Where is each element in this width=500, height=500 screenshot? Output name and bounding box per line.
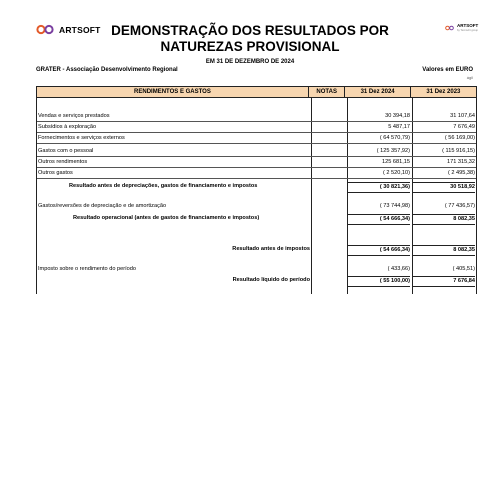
value-2023: ( 2 495,38): [447, 170, 475, 176]
header-2024: 31 Dez 2024: [344, 87, 409, 97]
row-label: Gastos com o pessoal: [38, 148, 94, 154]
table-body: [36, 98, 477, 294]
corner-brand-name: ARTSOFT: [457, 23, 479, 28]
row-label: Resultado operacional (antes de gastos de financiamento e impostos): [73, 215, 260, 221]
value-2024: ( 73 744,98): [379, 203, 410, 209]
report-title: [0, 23, 500, 55]
header-2023: 31 Dez 2023: [410, 87, 476, 97]
brand-name: ARTSOFT: [59, 24, 101, 35]
value-2023: 30 518,92: [412, 182, 475, 193]
table-header: [36, 86, 477, 98]
currency-note: Valores em EURO: [422, 67, 473, 73]
table-row: [37, 147, 476, 157]
report-period: EM 31 DE DEZEMBRO DE 2024: [205, 59, 295, 65]
table-row: [37, 134, 476, 144]
header-notes: NOTAS: [308, 87, 345, 97]
value-2023: 8 082,35: [412, 245, 475, 256]
row-label: Resultado líquido do período: [232, 277, 310, 283]
value-2024: ( 2 520,10): [382, 170, 410, 176]
row-label: Resultado antes de impostos: [232, 246, 310, 252]
row-label: Imposto sobre o rendimento do período: [38, 266, 136, 272]
value-2023: ( 115 916,15): [442, 148, 475, 154]
row-label: Outros gastos: [38, 170, 73, 176]
net-result-row: [37, 276, 476, 285]
table-row: [37, 202, 476, 211]
value-2023: 171 315,32: [447, 159, 475, 165]
unit-note: ágil: [466, 75, 473, 80]
value-2024: 30 394,18: [385, 113, 410, 119]
title-line-1: DEMONSTRAÇÃO DOS RESULTADOS POR: [111, 23, 389, 38]
table-row: [37, 158, 476, 168]
value-2024: ( 30 821,36): [347, 182, 410, 193]
value-2024: ( 64 570,79): [379, 135, 410, 141]
value-2024: ( 54 666,34): [347, 214, 410, 225]
value-2023: 8 082,35: [412, 214, 475, 225]
entity-name: GRATER - Associação Desenvolvimento Regional: [36, 67, 178, 73]
row-label: Fornecimentos e serviços externos: [38, 135, 125, 141]
value-2024: 5 487,17: [388, 124, 410, 130]
subtotal-row: [37, 182, 476, 191]
value-2023: ( 77 436,57): [444, 203, 475, 209]
value-2024: 125 681,15: [382, 159, 410, 165]
table-row: [37, 169, 476, 179]
value-2023: 7 676,84: [412, 276, 475, 287]
income-statement-table: [36, 86, 477, 294]
row-label: Subsídios à exploração: [38, 124, 97, 130]
subtotal-row: [37, 245, 476, 254]
value-2024: ( 55 100,00): [347, 276, 410, 287]
table-row: [37, 265, 476, 274]
corner-brand-subtitle: by TecnoArt group: [457, 28, 479, 32]
value-2024: ( 54 666,34): [347, 245, 410, 256]
value-2024: ( 125 357,92): [376, 148, 410, 154]
value-2024: ( 433,66): [387, 266, 410, 272]
value-2023: ( 405,51): [452, 266, 475, 272]
title-line-2: NATUREZAS PROVISIONAL: [160, 39, 340, 54]
row-label: Vendas e serviços prestados: [38, 113, 110, 119]
subtotal-row: [37, 214, 476, 223]
value-2023: 31 107,64: [450, 113, 475, 119]
row-label: Outros rendimentos: [38, 159, 88, 165]
value-2023: ( 56 169,00): [444, 135, 475, 141]
header-description: RENDIMENTOS E GASTOS: [134, 89, 211, 95]
table-row: [37, 112, 476, 122]
row-label: Gastos/reversões de depreciação e de amortização: [38, 203, 167, 209]
table-row: [37, 123, 476, 133]
row-label: Resultado antes de depreciações, gastos de financiamento e impostos: [69, 183, 258, 189]
value-2023: 7 676,49: [453, 124, 475, 130]
